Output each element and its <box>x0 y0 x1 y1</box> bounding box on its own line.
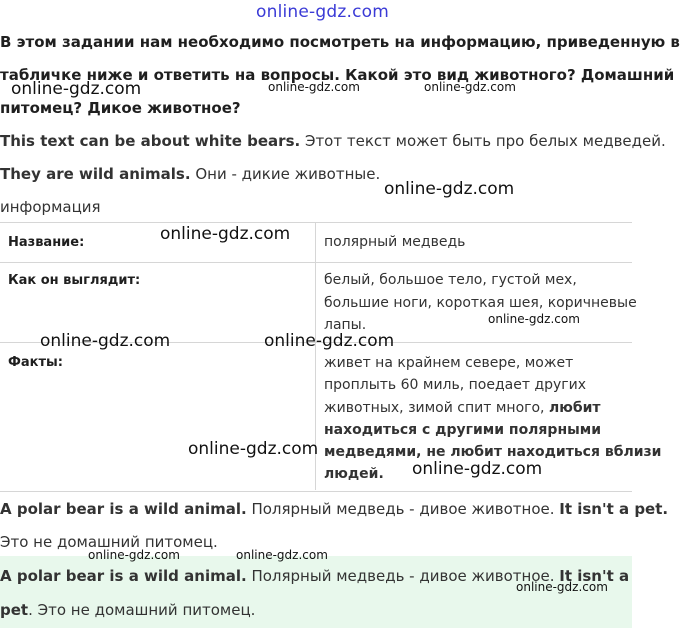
watermark: online-gdz.com <box>424 80 516 94</box>
watermark: online-gdz.com <box>412 459 543 479</box>
row-facts-value-line: находиться с другими полярными <box>324 422 602 438</box>
watermark: online-gdz.com <box>236 548 328 562</box>
after-ru-1: Полярный медведь - дивое животное. <box>246 500 560 518</box>
sentence-1 <box>0 132 666 150</box>
watermark: online-gdz.com <box>40 331 171 351</box>
row-look-label: Как он выглядит: <box>8 273 141 288</box>
watermark: online-gdz.com <box>88 548 180 562</box>
row-facts-value-line: проплыть 60 миль, поедает других <box>324 377 587 393</box>
answer-en-2: It isn't a <box>559 567 630 585</box>
info-heading: информация <box>0 198 101 216</box>
watermark: online-gdz.com <box>488 312 580 326</box>
watermark: online-gdz.com <box>188 439 319 459</box>
row-facts-value-line-3 <box>324 400 601 416</box>
table-row-divider <box>0 262 632 263</box>
sentence-2 <box>0 165 380 183</box>
row-facts-value-line: живет на крайнем севере, может <box>324 355 574 371</box>
watermark: online-gdz.com <box>264 331 395 351</box>
row-facts-value-line: людей. <box>324 466 384 482</box>
sentence-2-ru: Они - дикие животные. <box>190 165 381 183</box>
row-facts-label: Факты: <box>8 355 63 370</box>
watermark: online-gdz.com <box>11 79 142 99</box>
answer-ru-1: Полярный медведь - дивое животное. <box>246 567 560 585</box>
task-line-2: табличке ниже и ответить на вопросы. Какой это вид животного? Домашний <box>0 66 675 84</box>
answer-en-3: pet <box>0 601 29 619</box>
answer-line-2 <box>0 601 255 619</box>
after-en-2: It isn't a pet. <box>559 500 669 518</box>
row-facts-value-bold: любит <box>548 400 601 416</box>
after-table-line-2: Это не домашний питомец. <box>0 533 218 551</box>
sentence-1-ru: Этот текст может быть про белых медведей. <box>300 132 666 150</box>
sentence-1-en: This text can be about white bears. <box>0 132 301 150</box>
row-name-label: Название: <box>8 235 85 250</box>
row-facts-value-text: животных, зимой спит много, <box>324 400 549 416</box>
watermark: online-gdz.com <box>516 580 608 594</box>
after-table-line-1 <box>0 500 668 518</box>
after-en-1: A polar bear is a wild animal. <box>0 500 247 518</box>
row-look-value-line: белый, большое тело, густой мех, <box>324 272 577 288</box>
watermark: online-gdz.com <box>268 80 360 94</box>
task-line-3: питомец? Дикое животное? <box>0 99 241 117</box>
row-look-value-line: лапы. <box>324 317 367 333</box>
sentence-2-en: They are wild animals. <box>0 165 191 183</box>
answer-en-1: A polar bear is a wild animal. <box>0 567 247 585</box>
row-facts-value-line: медведями, не любит находиться вблизи <box>324 444 662 460</box>
watermark: online-gdz.com <box>160 224 291 244</box>
row-look-value-line: большие ноги, короткая шея, коричневые <box>324 295 637 311</box>
watermark: online-gdz.com <box>384 179 515 199</box>
row-name-value: полярный медведь <box>324 234 466 250</box>
task-line-1: В этом задании нам необходимо посмотреть на информацию, приведенную в <box>0 33 680 51</box>
watermark-top: online-gdz.com <box>256 2 390 22</box>
answer-ru-2: . Это не домашний питомец. <box>28 601 256 619</box>
